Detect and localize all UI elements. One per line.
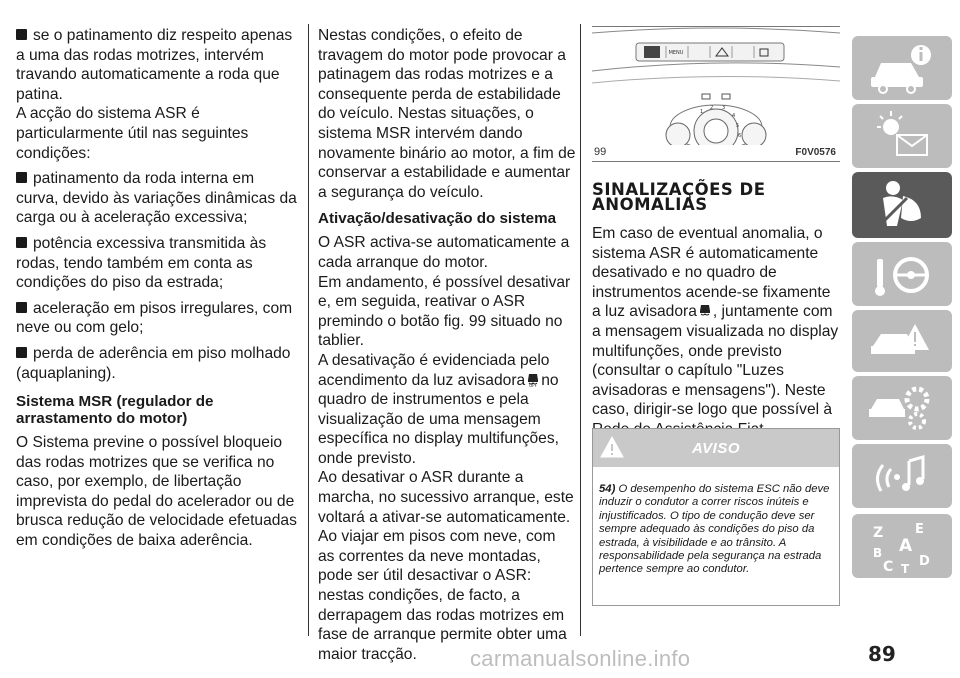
sidebar-tab-safety[interactable] xyxy=(852,172,952,238)
dial-number: 4 xyxy=(732,113,736,119)
section-heading-msr: Sistema MSR (regulador de arrastamento do motor) xyxy=(16,393,214,428)
text-column-1 xyxy=(16,26,298,551)
emergency-icon xyxy=(867,312,937,370)
column-divider xyxy=(580,24,581,636)
bullet-item: patinamento da roda interna em curva, devido às variações dinâmicas da carga ou à aceleração excessiva; xyxy=(16,170,297,227)
sidebar-tab-starting-driving[interactable] xyxy=(852,242,952,306)
index-letter: T xyxy=(901,562,910,575)
dial-number: 5 xyxy=(736,123,740,129)
asr-off-warning-icon xyxy=(525,371,541,387)
column-divider xyxy=(308,24,309,636)
bullet-square-icon xyxy=(16,29,27,40)
paragraph: O Sistema previne o possível bloqueio das rodas motrizes que se verifica no caso, por exemplo, de libertação imprevista do pedal do acelerador ou de brusca redução de velocidade efetuadas em condições de baixa aderência. xyxy=(16,434,297,550)
figure-99-dashboard-buttons xyxy=(592,26,840,162)
figure-number: 99 xyxy=(594,146,607,158)
dial-number: 3 xyxy=(722,105,726,111)
paragraph: Ao viajar em pisos com neve, com as correntes da neve montadas, pode ser útil desactivar o ASR: nestas condições, de facto, a derrapagem das rodas motrizes em fase de arranque permite obter uma maior tracção. xyxy=(318,528,567,663)
warning-lights-icon xyxy=(867,107,937,165)
index-icon xyxy=(867,517,937,575)
index-letter: B xyxy=(873,546,883,560)
bullet-square-icon xyxy=(16,302,27,313)
paragraph: A desativação é evidenciada pelo acendimento da luz avisadora OFF no quadro de instrumentos e pela visualização de uma mensagem específica no display multifunções, onde previsto. xyxy=(318,351,559,467)
bullet-item: potência excessiva transmitida às rodas, tendo também em conta as condições do piso da estrada; xyxy=(16,234,267,292)
warning-box-title: AVISO xyxy=(691,439,741,457)
figure-code: F0V0576 xyxy=(795,147,836,158)
multimedia-icon xyxy=(867,447,937,505)
warning-box xyxy=(592,428,840,606)
paragraph: A acção do sistema ASR é particularmente útil nas seguintes condições: xyxy=(16,105,249,162)
section-heading-anomalies: SINALIZAÇÕES DE ANOMALIAS xyxy=(592,180,766,214)
sidebar-tab-warning-lights[interactable] xyxy=(852,104,952,168)
warning-box-header xyxy=(593,429,839,467)
text-column-2 xyxy=(318,26,576,664)
dial-number: 2 xyxy=(710,105,714,111)
paragraph: Nestas condições, o efeito de travagem do motor pode provocar a patinagem das rodas motrizes e a consequente perda de estabilidade do veículo. Nestas situações, o sistema MSR intervém dando novamente binário ao motor, a fim de conservar a estabilidade e aumentar a segurança do veículo. xyxy=(318,27,576,201)
text-column-3 xyxy=(592,174,840,440)
bullet-square-icon xyxy=(16,237,27,248)
sidebar-tab-index[interactable] xyxy=(852,514,952,578)
sidebar-tab-multimedia[interactable] xyxy=(852,444,952,508)
dial-number: 1 xyxy=(700,109,704,115)
bullet-item: se o patinamento diz respeito apenas a uma das rodas motrizes, intervém travando automaticamente a roda que patina. xyxy=(16,27,293,103)
paragraph: Em andamento, é possível desativar e, em seguida, reativar o ASR premindo o botão fig. 99 situado no tablier. xyxy=(318,273,571,350)
warning-box-text: 54) O desempenho do sistema ESC não deve induzir o condutor a correr riscos inúteis e injustificados. O tipo de condução deve ser sempre adequado às condições do piso da estrada, à visibilidade e ao trânsito. A responsabilidade pela segurança na estrada pertence sempre ao condutor. xyxy=(599,483,830,576)
dial-number: 6 xyxy=(738,133,742,139)
dashboard-illustration xyxy=(592,27,840,145)
car-info-icon xyxy=(867,39,937,97)
asr-off-warning-icon xyxy=(697,302,713,318)
safety-airbag-icon xyxy=(867,176,937,234)
index-letter: C xyxy=(883,559,894,575)
paragraph: Ao desativar o ASR durante a marcha, no sucessivo arranque, este voltará a ativar-se automaticamente. xyxy=(318,469,574,526)
paragraph: O ASR activa-se automaticamente a cada arranque do motor. xyxy=(318,234,570,271)
index-letter: A xyxy=(899,536,913,556)
sidebar-tab-maintenance[interactable] xyxy=(852,376,952,440)
sidebar-tab-car-info[interactable] xyxy=(852,36,952,100)
watermark-text: carmanualsonline.info xyxy=(470,646,691,671)
index-letter: D xyxy=(919,554,930,569)
index-letter: Z xyxy=(873,525,884,541)
paragraph: Em caso de eventual anomalia, o sistema ASR é automaticamente desativado e no quadro de instrumentos acende-se fixamente a luz avisadora , juntamente com a mensagem visualizada no display multifunções, onde previsto (consultar o capítulo "Luzes avisadoras e mensagens"). Neste caso, dirigir-se logo que possível à xyxy=(592,225,839,419)
sidebar-tab-emergency[interactable] xyxy=(852,310,952,372)
page-number: 89 xyxy=(868,642,896,666)
bullet-square-icon xyxy=(16,172,27,183)
index-letter: E xyxy=(915,522,924,537)
bullet-square-icon xyxy=(16,347,27,358)
warning-triangle-icon xyxy=(599,435,625,459)
starting-driving-icon xyxy=(867,245,937,303)
section-heading-activation: Ativação/desativação do sistema xyxy=(318,210,557,228)
bullet-item: perda de aderência em piso molhado (aquaplaning). xyxy=(16,344,291,382)
svg-text:OFF: OFF xyxy=(529,382,538,387)
svg-text:MENU: MENU xyxy=(668,50,684,56)
bullet-item: aceleração em pisos irregulares, com neve ou com gelo; xyxy=(16,299,293,337)
maintenance-icon xyxy=(867,379,937,437)
